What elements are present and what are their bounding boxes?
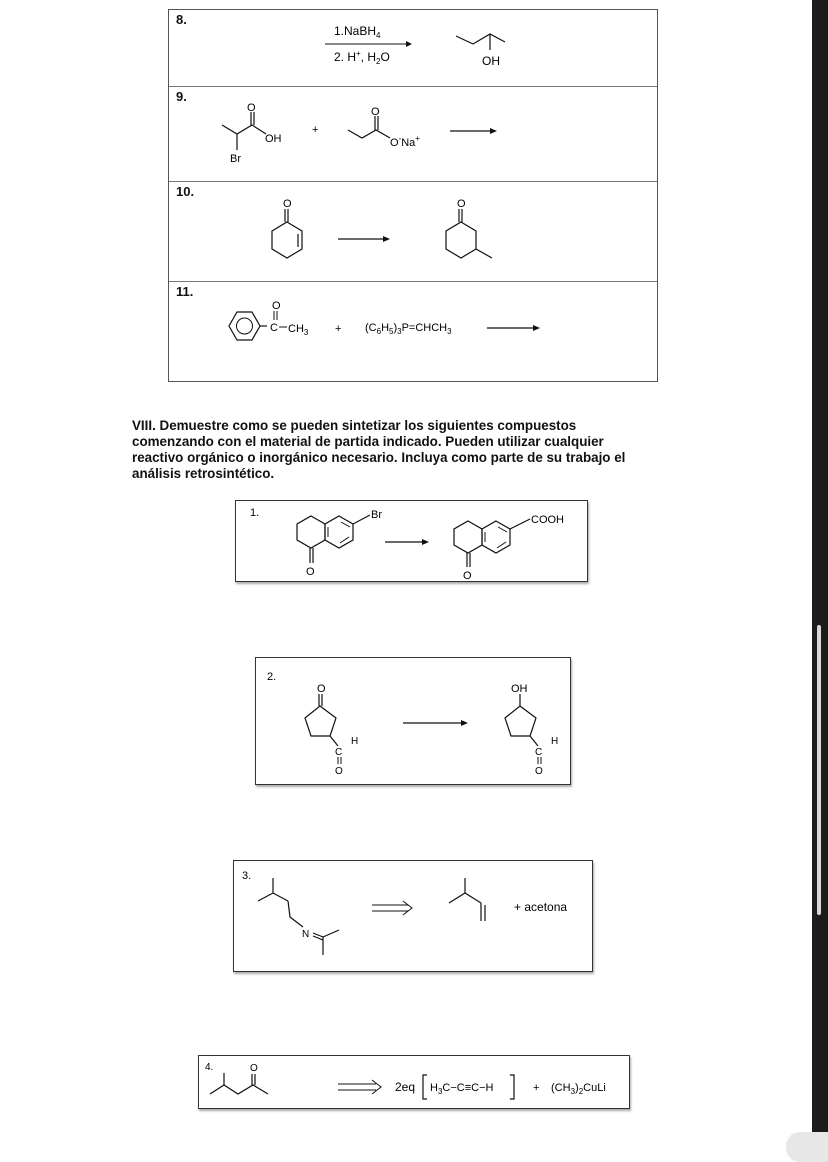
cyclopentanol-ring — [505, 706, 536, 736]
acetona-label: + acetona — [514, 900, 568, 914]
problem-9-scheme — [210, 100, 510, 175]
label-o: O — [283, 198, 292, 210]
label-ch3: $CH_3$ — [288, 323, 309, 337]
label-br: Br — [230, 153, 241, 165]
label-n: N — [302, 929, 310, 940]
ring-left — [454, 521, 482, 553]
viewer-scrollbar-thumb[interactable] — [817, 625, 821, 915]
label-o-na: O-Na+ — [390, 134, 420, 149]
corner-overlay — [786, 1132, 828, 1162]
cyclohexanone-ring — [446, 222, 476, 258]
synthesis-1-scheme — [240, 503, 585, 583]
label-o: O — [535, 766, 543, 777]
label-o: O — [457, 198, 466, 210]
ketone-skeleton — [210, 1085, 268, 1094]
label-o: O — [317, 683, 326, 695]
label-o: O — [463, 570, 472, 582]
label-o: O — [306, 566, 315, 578]
row-divider — [169, 86, 657, 87]
instruction-line: análisis retrosintético. — [132, 466, 275, 481]
problem-number-11: 11. — [176, 284, 194, 299]
label-o: O — [335, 766, 343, 777]
problem-11-scheme — [215, 296, 555, 356]
reactant2-skeleton — [348, 130, 390, 138]
problem-number-8: 8. — [176, 12, 187, 27]
instruction-line: VIII. Demuestre como se pueden sintetizar los siguientes compuestos — [132, 418, 577, 433]
synthesis-number: 4. — [205, 1062, 214, 1073]
reactant1-skeleton — [222, 125, 266, 134]
label-h: H — [551, 736, 559, 747]
synthesis-2-scheme — [258, 660, 568, 784]
gilman-reagent: $(CH_3)_2CuLi$ — [551, 1082, 606, 1096]
label-o: O — [247, 102, 256, 114]
problem-10-scheme — [260, 196, 510, 276]
aromatic-ring — [482, 521, 510, 553]
plus-sign: + — [312, 124, 319, 136]
label-o: O — [250, 1063, 258, 1074]
problem-number-9: 9. — [176, 89, 187, 104]
viewer-scrollbar-track[interactable] — [812, 0, 828, 1144]
label-cooh: COOH — [531, 514, 564, 526]
aromatic-ring — [325, 516, 353, 548]
imine-skeleton — [258, 893, 288, 901]
equivalents-label: 2eq — [395, 1080, 416, 1094]
plus-sign: + — [533, 1082, 540, 1094]
problem-8-scheme — [320, 20, 550, 80]
synthesis-3-scheme — [236, 863, 591, 971]
row-divider — [169, 281, 657, 282]
label-br: Br — [371, 509, 382, 521]
label-oh: OH — [265, 133, 282, 145]
plus-sign: + — [335, 323, 342, 335]
section-viii-instructions — [132, 418, 692, 482]
instruction-line: reactivo orgánico o inorgánico necesario. Incluya como parte de su trabajo el — [132, 450, 626, 465]
reagent-bottom: 2. H+, $H_2O$ — [334, 49, 390, 66]
propyne-formula: $H_3C-C\equiv C-H$ — [430, 1082, 494, 1096]
label-c: C — [270, 322, 278, 334]
wittig-reagent: $(C_6H_5)_3P=CHCH_3$ — [365, 322, 452, 336]
label-o: O — [371, 106, 380, 118]
label-c: C — [535, 747, 543, 758]
label-o: O — [272, 300, 281, 312]
synthesis-number: 1. — [250, 507, 260, 519]
alkene-skeleton — [449, 893, 481, 903]
ring-left — [297, 516, 325, 548]
label-h: H — [351, 736, 359, 747]
benzene-ring — [229, 312, 260, 340]
product-skeleton — [456, 34, 505, 44]
row-divider — [169, 181, 657, 182]
reagent-top: 1.NaBH$_4$ — [334, 24, 381, 40]
label-oh: OH — [482, 54, 500, 68]
label-oh: OH — [511, 683, 528, 695]
synthesis-number: 2. — [267, 671, 277, 683]
label-c: C — [335, 747, 343, 758]
cyclopentanone-ring — [305, 706, 336, 736]
instruction-line: comenzando con el material de partida indicado. Pueden utilizar cualquier — [132, 434, 604, 449]
synthesis-4-scheme — [200, 1057, 628, 1107]
problem-number-10: 10. — [176, 184, 195, 199]
synthesis-number: 3. — [242, 870, 252, 882]
